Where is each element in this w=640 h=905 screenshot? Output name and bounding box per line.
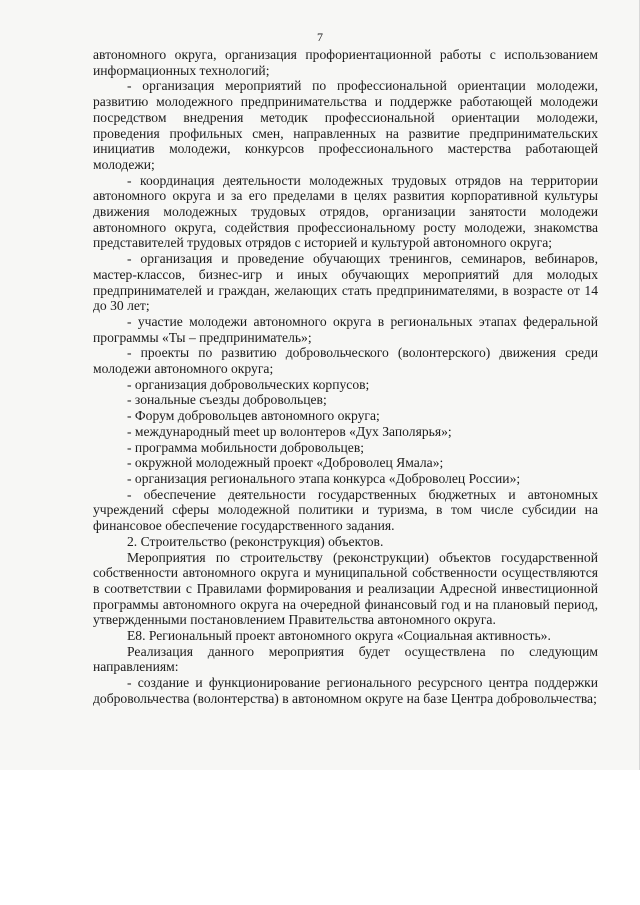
paragraph: - программа мобильности добровольцев; — [127, 439, 365, 455]
paragraph: - обеспечение деятельности государственных бюджетных и автономных учреждений сферы молодежной политики и туризма, в том числе субсидии на финансовое обеспечение государственного задания. — [93, 486, 598, 534]
paragraph: автономного округа, организация профориентационной работы с использованием информационных технологий; — [93, 47, 598, 78]
paragraph: 2. Строительство (реконструкция) объектов. — [127, 533, 384, 549]
paragraph: - организация регионального этапа конкурса «Доброволец России»; — [127, 470, 521, 486]
paragraph: - Форум добровольцев автономного округа; — [127, 408, 380, 424]
paragraph: - координация деятельности молодежных трудовых отрядов на территории автономного округа и за его пределами в целях развития корпоративной культуры движения молодежных трудовых отрядов, организации занятости молодежи автономного округа, содействия профессиональному росту молодежи, знакомства представителей трудовых отрядов с историей и культурой автономного округа; — [93, 172, 598, 251]
paragraph: Реализация данного мероприятия будет осуществлена по следующим направлениям: — [93, 643, 598, 675]
page-number: 7 — [317, 30, 323, 44]
paragraph: - окружной молодежный проект «Доброволец Ямала»; — [127, 455, 444, 471]
paragraph: Е8. Региональный проект автономного округа «Социальная активность». — [127, 628, 551, 644]
paragraph: - организация добровольческих корпусов; — [127, 376, 370, 392]
paragraph: - участие молодежи автономного округа в региональных этапах федеральной программы «Ты – предприниматель»; — [93, 313, 598, 345]
paragraph: - организация и проведение обучающих тренингов, семинаров, вебинаров, мастер-классов, бизнес-игр и иных обучающих мероприятий для молодых предпринимателей и граждан, желающих стать предпринимателями, в возрасте от 14 до 30 лет; — [93, 251, 598, 314]
paragraph: Мероприятия по строительству (реконструкции) объектов государственной собственности автономного округа и муниципальной собственности осуществляются в соответствии с Правилами формирования и реализации Адресной инвестиционной программы автономного округа на очередной финансовый год и на плановый период, утвержденными постановлением Правительства автономного округа. — [93, 549, 598, 628]
paragraph: - создание и функционирование регионального ресурсного центра поддержки добровольчества (волонтерства) в автономном округе на базе Центра добровольчества; — [93, 675, 598, 706]
paragraph: - проекты по развитию добровольческого (волонтерского) движения среди молодежи автономного округа; — [93, 345, 598, 377]
paragraph: - международный meet up волонтеров «Дух Заполярья»; — [127, 423, 452, 439]
document-body — [93, 47, 598, 707]
paragraph: - зональные съезды добровольцев; — [127, 392, 327, 408]
paragraph: - организация мероприятий по профессиональной ориентации молодежи, развитию молодежного предпринимательства и поддержке работающей молодежи посредством внедрения методик профессиональной ориентации молодежи, проведения профильных смен, направленных на развитие предпринимательских инициатив молодежи, конкурсов профессионального мастерства работающей молодежи; — [93, 78, 598, 172]
